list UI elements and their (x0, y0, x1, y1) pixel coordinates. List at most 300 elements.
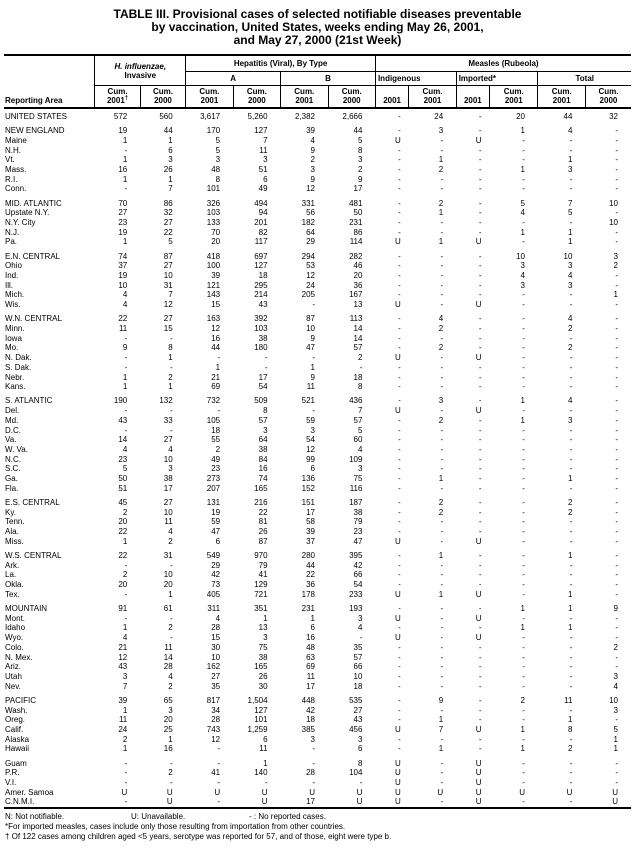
value-cell: - (615, 372, 618, 382)
value-cell: - (522, 517, 525, 527)
value-cell: 38 (353, 507, 363, 517)
value-cell: U (394, 589, 401, 599)
value-cell: - (440, 382, 444, 392)
value-cell: 6 (263, 174, 268, 184)
column-header: Cum. 2001 (409, 86, 456, 109)
value-cell: - (398, 198, 401, 208)
area-cell: Vt. (5, 155, 15, 165)
value-cell: - (440, 642, 444, 652)
value-cell: - (440, 517, 444, 527)
value-cell: - (440, 174, 444, 184)
value-cell: 69 (211, 382, 221, 392)
table-row (4, 455, 631, 465)
table-row (4, 184, 631, 194)
value-cell: - (440, 483, 444, 493)
value-cell: - (522, 184, 525, 194)
value-cell: - (124, 353, 128, 363)
value-cell: 19 (118, 126, 128, 136)
value-cell: 3 (310, 734, 315, 744)
value-cell: - (170, 425, 173, 435)
area-cell: Ga. (5, 474, 18, 484)
value-cell: 4 (122, 633, 128, 643)
value-cell: - (569, 218, 573, 228)
value-cell: - (398, 662, 401, 672)
value-cell: - (615, 280, 618, 290)
value-cell: 1 (310, 362, 315, 372)
value-cell: - (398, 372, 401, 382)
value-cell: 87 (258, 536, 268, 546)
value-cell: 15 (163, 324, 173, 334)
value-cell: - (398, 324, 401, 334)
value-cell: 163 (206, 314, 221, 324)
value-cell: 12 (211, 324, 221, 334)
column-header: 2001 (456, 86, 489, 109)
value-cell: - (522, 734, 525, 744)
value-cell: - (522, 715, 525, 725)
value-cell: - (398, 570, 401, 580)
table-row (4, 696, 631, 706)
value-cell: - (615, 778, 618, 787)
value-cell: 50 (353, 208, 363, 218)
value-cell: 20 (118, 580, 128, 590)
value-cell: 2 (438, 498, 444, 508)
value-cell: 1 (168, 382, 173, 392)
value-cell: 17 (281, 797, 328, 808)
column-header: Cum. 2000 (328, 86, 375, 109)
value-cell: 1 (122, 623, 128, 633)
value-cell: - (312, 758, 315, 768)
value-cell: 4 (567, 314, 573, 324)
value-cell: U (309, 787, 315, 797)
value-cell: 180 (254, 343, 268, 353)
value-cell: - (569, 483, 573, 493)
value-cell: 38 (258, 445, 268, 454)
value-cell: 26 (258, 527, 268, 537)
hepatitis-group-header: Hepatitis (Viral), By Type (186, 55, 376, 72)
value-cell: - (569, 734, 573, 744)
value-cell: 1 (520, 396, 525, 406)
table-row (4, 373, 631, 383)
value-cell: U (475, 406, 482, 416)
value-cell: - (478, 517, 482, 527)
value-cell: 20 (163, 580, 173, 590)
value-cell: - (398, 681, 401, 691)
table-row (4, 108, 631, 122)
column-header: Cum. 2001 (538, 86, 585, 109)
value-cell: 26 (258, 671, 268, 681)
value-cell: - (478, 474, 482, 484)
value-cell: 201 (254, 218, 268, 228)
value-cell: 1 (567, 551, 573, 561)
value-cell: - (569, 290, 573, 300)
value-cell: 6 (263, 734, 268, 744)
value-cell: - (398, 517, 401, 527)
value-cell: 2 (567, 343, 573, 353)
value-cell: 1 (438, 237, 444, 247)
table-row (4, 662, 631, 672)
value-cell: - (398, 126, 401, 136)
value-cell: 1 (122, 372, 128, 382)
value-cell: 12 (306, 445, 315, 454)
value-cell: - (522, 613, 525, 623)
area-cell: N. Mex. (5, 652, 33, 662)
value-cell: - (398, 652, 401, 662)
value-cell: U (475, 536, 482, 546)
value-cell: - (615, 396, 618, 406)
area-cell: NEW ENGLAND (5, 126, 65, 136)
value-cell: - (569, 425, 573, 435)
value-cell: - (615, 527, 618, 537)
table-row (4, 735, 631, 745)
value-cell: 10 (353, 671, 363, 681)
value-cell: 12 (211, 734, 221, 744)
value-cell: 1 (520, 744, 525, 754)
value-cell: - (170, 613, 173, 623)
value-cell: - (440, 758, 444, 768)
value-cell: 2 (168, 536, 173, 546)
value-cell: 1 (567, 604, 573, 614)
value-cell: - (569, 517, 573, 527)
value-cell: - (398, 527, 401, 537)
value-cell: - (522, 681, 525, 691)
value-cell: 7 (438, 724, 444, 734)
value-cell: 39 (306, 527, 315, 537)
value-cell: - (478, 324, 482, 334)
table-row (4, 199, 631, 209)
value-cell: 105 (206, 415, 221, 425)
value-cell: 11 (118, 324, 128, 334)
value-cell: - (398, 695, 401, 705)
value-cell: - (522, 527, 525, 537)
table-row (4, 290, 631, 300)
measles-group-header: Measles (Rubeola) (375, 55, 631, 72)
table-row (4, 561, 631, 571)
value-cell: 231 (301, 604, 315, 614)
value-cell: - (398, 290, 401, 300)
area-cell: D.C. (5, 425, 21, 435)
value-cell: 3 (438, 126, 444, 136)
value-cell: 1 (520, 165, 525, 175)
value-cell: 22 (306, 570, 315, 580)
value-cell: 18 (353, 681, 363, 691)
table-row (4, 445, 631, 455)
value-cell: 48 (306, 642, 315, 652)
value-cell: - (398, 227, 401, 237)
value-cell: 20 (211, 237, 221, 247)
table-row (4, 343, 631, 353)
total-subheader: Total (538, 72, 631, 86)
value-cell: 1 (613, 744, 618, 754)
value-cell: 117 (254, 237, 268, 247)
value-cell: 385 (301, 724, 315, 734)
value-cell: 2 (122, 570, 128, 580)
table-row (4, 633, 631, 643)
area-cell: Calif. (5, 724, 24, 734)
value-cell: U (394, 135, 401, 145)
value-cell: - (440, 227, 444, 237)
value-cell: - (478, 198, 482, 208)
value-cell: 152 (301, 483, 315, 493)
value-cell: 55 (211, 435, 221, 445)
value-cell: 4 (358, 623, 363, 633)
value-cell: - (478, 261, 482, 271)
value-cell: 1,504 (247, 695, 268, 705)
table-row (4, 682, 631, 692)
column-header: 2001 (375, 86, 408, 109)
value-cell: 15 (211, 300, 221, 310)
value-cell: - (478, 382, 482, 392)
value-cell: - (615, 580, 618, 590)
value-cell: - (615, 652, 618, 662)
value-cell: U (394, 724, 401, 734)
value-cell: 2 (168, 372, 173, 382)
value-cell: - (398, 218, 401, 228)
value-cell: 4 (567, 271, 573, 281)
value-cell: 3 (358, 464, 363, 474)
footnote-imported: *For imported measles, cases include only those resulting from importation from other countries. (5, 822, 346, 832)
value-cell: 116 (349, 483, 363, 493)
value-cell: - (522, 324, 525, 334)
value-cell: - (124, 406, 128, 416)
value-cell: - (478, 662, 482, 672)
value-cell: 8 (263, 406, 268, 416)
value-cell: 101 (206, 184, 221, 194)
value-cell: 2,666 (342, 112, 363, 121)
area-cell: MID. ATLANTIC (5, 198, 62, 208)
value-cell: 2 (122, 507, 128, 517)
value-cell: 231 (349, 218, 363, 228)
value-cell: U (475, 778, 482, 787)
value-cell: - (615, 174, 618, 184)
value-cell: - (522, 671, 525, 681)
value-cell: 22 (258, 507, 268, 517)
value-cell: - (478, 372, 482, 382)
legend-not-notifiable: N: Not notifiable. (5, 812, 65, 822)
value-cell: 74 (118, 251, 128, 261)
area-cell: Miss. (5, 536, 24, 546)
value-cell: 4 (520, 271, 525, 281)
area-cell: Va. (5, 435, 17, 445)
value-cell: 2 (168, 768, 173, 778)
value-cell: - (398, 435, 401, 445)
value-cell: - (615, 333, 618, 343)
value-cell: 23 (353, 527, 363, 537)
area-cell: Wis. (5, 300, 21, 310)
value-cell: - (522, 425, 525, 435)
column-header: Cum. 2000 (585, 86, 631, 109)
value-cell: U (121, 787, 128, 797)
value-cell: 4 (168, 527, 173, 537)
value-cell: 24 (118, 724, 128, 734)
value-cell: - (615, 768, 618, 778)
value-cell: 11 (306, 382, 315, 392)
value-cell: 295 (254, 280, 268, 290)
page-title (4, 8, 631, 47)
value-cell: - (398, 112, 401, 121)
value-cell: 133 (206, 218, 221, 228)
table-row (4, 228, 631, 238)
value-cell: - (478, 165, 482, 175)
value-cell: - (478, 280, 482, 290)
value-cell: 11 (259, 744, 268, 754)
value-cell: 2 (438, 324, 444, 334)
area-cell: Okla. (5, 580, 24, 590)
value-cell: 136 (301, 474, 315, 484)
value-cell: 32 (609, 112, 618, 121)
value-cell: 4 (567, 126, 573, 136)
area-cell: Colo. (5, 642, 24, 652)
value-cell: U (475, 589, 482, 599)
value-cell: 2,382 (294, 112, 315, 121)
table-row (4, 406, 631, 416)
value-cell: 17 (163, 483, 173, 493)
table-row (4, 324, 631, 334)
table-row (4, 768, 631, 778)
reporting-area-header: Reporting Area (4, 55, 95, 108)
value-cell: 19 (118, 227, 128, 237)
value-cell: - (569, 580, 573, 590)
value-cell: - (615, 551, 618, 561)
value-cell: U (394, 353, 401, 363)
value-cell: 205 (301, 290, 315, 300)
value-cell: - (170, 333, 173, 343)
column-header-row (4, 86, 631, 109)
value-cell: - (398, 642, 401, 652)
value-cell: 1 (310, 613, 315, 623)
value-cell: 28 (211, 715, 221, 725)
value-cell: - (522, 145, 525, 155)
value-cell: 6 (168, 145, 173, 155)
value-cell: 38 (258, 652, 268, 662)
value-cell: 3 (613, 705, 618, 715)
value-cell: - (569, 642, 573, 652)
value-cell: 75 (258, 642, 268, 652)
value-cell: 14 (353, 324, 363, 334)
value-cell: 294 (301, 251, 315, 261)
value-cell: 8 (358, 382, 363, 392)
value-cell: - (522, 343, 525, 353)
value-cell: 8 (168, 343, 173, 353)
value-cell: 42 (211, 570, 221, 580)
area-cell: Hawaii (5, 744, 30, 754)
value-cell: 61 (163, 604, 173, 614)
value-cell: 1 (168, 734, 173, 744)
value-cell: 114 (349, 237, 363, 247)
value-cell: - (478, 744, 482, 754)
value-cell: - (478, 227, 482, 237)
area-cell: Pa. (5, 237, 18, 247)
value-cell: 86 (353, 227, 363, 237)
value-cell: - (615, 445, 618, 454)
value-cell: 18 (306, 715, 315, 725)
table-row (4, 155, 631, 165)
value-cell: - (478, 343, 482, 353)
area-cell: PACIFIC (5, 695, 36, 705)
value-cell: - (440, 372, 444, 382)
value-cell: 79 (353, 517, 363, 527)
value-cell: - (398, 498, 401, 508)
column-header: Cum. 2001† (95, 86, 140, 109)
value-cell: - (398, 280, 401, 290)
value-cell: U (140, 797, 185, 808)
table-row (4, 300, 631, 310)
value-cell: 36 (353, 280, 363, 290)
value-cell: - (478, 454, 482, 464)
table-row (4, 744, 631, 754)
value-cell: U (394, 768, 401, 778)
value-cell: 43 (118, 662, 128, 672)
value-cell: 17 (258, 372, 268, 382)
table-row (4, 759, 631, 769)
value-cell: - (478, 425, 482, 435)
value-cell: - (217, 778, 221, 787)
table-row (4, 623, 631, 633)
value-cell: 481 (349, 198, 363, 208)
value-cell: - (569, 353, 573, 363)
value-cell: 7 (122, 681, 128, 691)
value-cell: 182 (301, 218, 315, 228)
value-cell: 87 (306, 314, 315, 324)
column-header: Cum. 2001 (490, 86, 538, 109)
value-cell: 50 (118, 474, 128, 484)
table-row (4, 435, 631, 445)
value-cell: 9 (310, 174, 315, 184)
value-cell: 27 (163, 435, 173, 445)
value-cell: 30 (211, 642, 221, 652)
value-cell: 21 (211, 372, 221, 382)
value-cell: U (475, 613, 482, 623)
value-cell: 22 (118, 527, 128, 537)
value-cell: - (124, 560, 128, 570)
legend-no-reported-cases: - : No reported cases. (249, 812, 326, 822)
value-cell: 53 (306, 261, 315, 271)
value-cell: 10 (609, 695, 618, 705)
value-cell: 140 (254, 768, 268, 778)
value-cell: 1 (215, 362, 221, 372)
value-cell: 38 (258, 333, 268, 343)
value-cell: - (440, 671, 444, 681)
value-cell: 73 (211, 580, 221, 590)
value-cell: 3,617 (200, 112, 221, 121)
value-cell: 29 (306, 237, 315, 247)
value-cell: - (569, 300, 573, 310)
value-cell: 2 (438, 198, 444, 208)
value-cell: U (166, 787, 173, 797)
value-cell: 273 (206, 474, 221, 484)
area-cell: Del. (5, 406, 20, 416)
value-cell: 3 (310, 165, 315, 175)
value-cell: 31 (163, 551, 173, 561)
value-cell: - (478, 396, 482, 406)
value-cell: - (440, 633, 444, 643)
value-cell: 4 (310, 135, 315, 145)
value-cell: 1 (567, 623, 573, 633)
table-row (4, 237, 631, 247)
value-cell: 6 (310, 623, 315, 633)
value-cell: 162 (206, 662, 221, 672)
value-cell: 22 (118, 551, 128, 561)
value-cell: U (394, 406, 401, 416)
value-cell: - (522, 406, 525, 416)
value-cell: 2 (168, 623, 173, 633)
value-cell: U (394, 300, 401, 310)
area-cell: Mass. (5, 165, 27, 175)
value-cell: 1 (168, 353, 173, 363)
value-cell: 17 (306, 507, 315, 517)
value-cell: - (124, 758, 128, 768)
area-cell: Fla. (5, 483, 19, 493)
value-cell: - (615, 570, 618, 580)
